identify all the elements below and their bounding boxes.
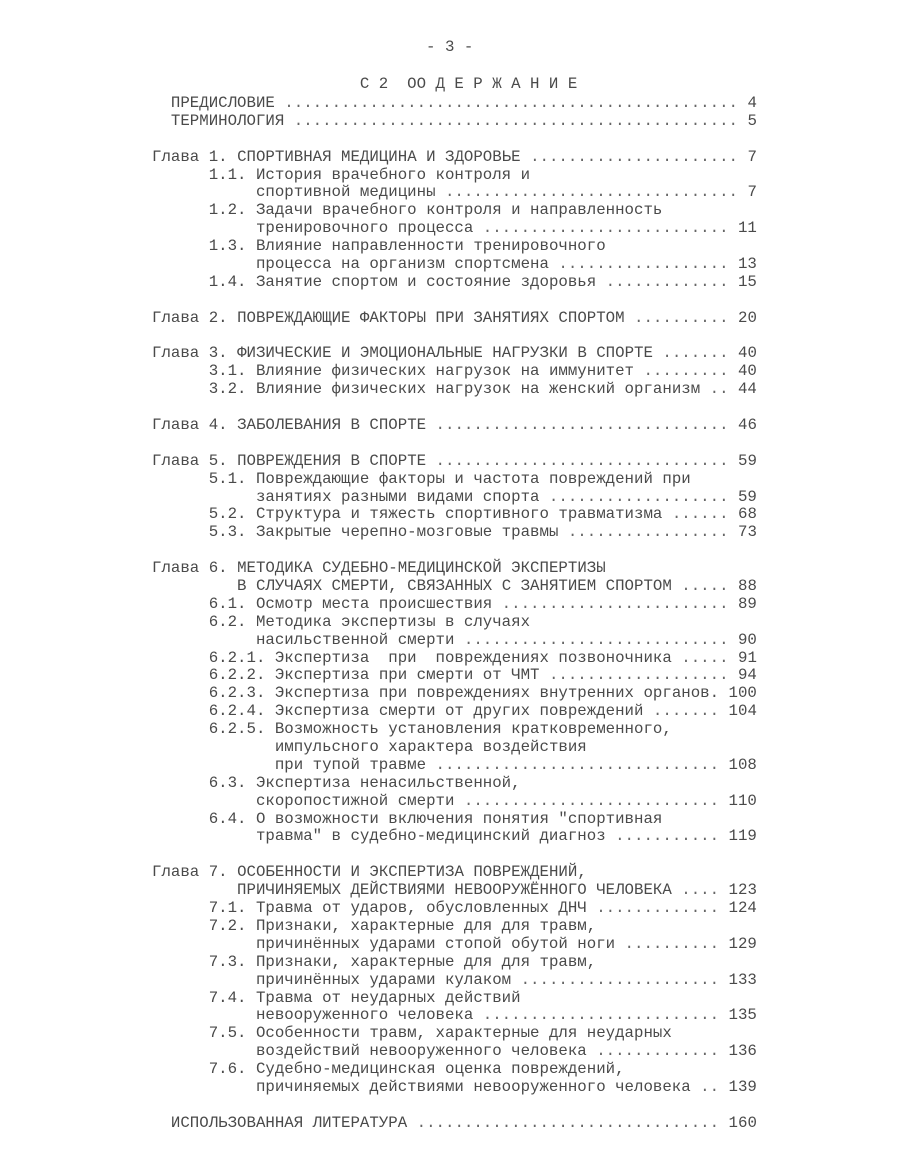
toc-entry-text: воздействий невооруженного человека [255, 1042, 587, 1061]
toc-entry [256, 1006, 757, 1024]
toc-entry-text: 5.3. Закрытые черепно-мозговые травмы [208, 523, 559, 542]
toc-entry-text: причинённых ударами стопой обутой ноги [255, 934, 616, 953]
toc-entry [209, 470, 691, 488]
toc-entry-text: импульсного характера воздействия [274, 738, 587, 757]
toc-entry [152, 452, 757, 470]
toc-page-number: 129 [728, 934, 757, 953]
toc-entry [209, 702, 757, 720]
toc-entry [209, 613, 530, 631]
toc-page-number: 7 [747, 147, 757, 166]
toc-page-number: 40 [737, 362, 757, 381]
toc-entry [152, 344, 757, 362]
toc-entry [209, 237, 606, 255]
toc-page-number: 136 [728, 1042, 757, 1061]
toc-entry [209, 684, 757, 702]
toc-entry-text: занятиях разными видами спорта [255, 487, 540, 506]
toc-entry [237, 577, 757, 595]
toc-page-number: 13 [737, 255, 757, 273]
toc-entry [256, 255, 757, 273]
dot-leader: ........................... [454, 791, 729, 810]
toc-entry [209, 917, 597, 935]
toc-entry-text: 7.2. Признаки, характерные для для травм, [208, 916, 597, 935]
dot-leader: ..................... [511, 970, 729, 989]
toc-entry-text: 6.1. Осмотр места происшествия [208, 594, 493, 613]
toc-page-number: 139 [728, 1077, 757, 1096]
toc-entry-text: процесса на организм спортсмена [255, 255, 549, 273]
toc-entry [209, 595, 757, 613]
toc-entry-text: 7.5. Особенности травм, характерные для неударных [208, 1024, 672, 1043]
toc-page-number: 91 [738, 648, 757, 667]
toc-entry [209, 166, 530, 184]
toc-entry-text: причинённых ударами кулаком [255, 970, 512, 989]
dot-leader: ................. [558, 523, 738, 542]
toc-entry-text: В СЛУЧАЯХ СМЕРТИ, СВЯЗАННЫХ С ЗАНЯТИЕМ СПОРТОМ [237, 577, 672, 596]
toc-page-number: 44 [737, 380, 757, 399]
toc-entry [256, 1042, 757, 1060]
toc-entry [256, 971, 757, 989]
toc-entry-text: 3.2. Влияние физических нагрузок на женский организм [208, 380, 701, 399]
toc-entry [209, 989, 521, 1007]
toc-entry [209, 774, 521, 792]
toc-page-number: 59 [737, 487, 757, 506]
toc-entry-text: 7.3. Признаки, характерные для для травм, [208, 952, 597, 971]
dot-leader: ............................... [426, 416, 739, 435]
toc-entry-text: 7.1. Травма от ударов, обусловленных ДНЧ [208, 899, 587, 918]
toc-entry [152, 559, 606, 577]
toc-entry-text: 6.2. Методика экспертизы в случаях [208, 612, 531, 631]
toc-entry-text: ТЕРМИНОЛОГИЯ [170, 111, 285, 130]
toc-entry [275, 738, 587, 756]
toc-entry [209, 649, 757, 667]
toc-entry [256, 183, 757, 201]
toc-page-number: 133 [728, 970, 757, 989]
toc-entry [256, 1078, 757, 1096]
toc-page-number: 11 [737, 219, 757, 238]
toc-page-number: 5 [747, 111, 757, 130]
dot-leader: ............. [586, 899, 729, 918]
dot-leader: ...... [662, 505, 738, 524]
toc-entry [152, 863, 587, 881]
toc-entry-text: тренировочного процесса [255, 219, 474, 238]
toc-entry [209, 899, 757, 917]
toc-entry-text: 7.6. Судебно-медицинская оценка повреждений, [208, 1060, 625, 1079]
toc-page-number: 59 [738, 451, 757, 470]
toc-entry-text: 6.4. О возможности включения понятия "спортивная [208, 809, 663, 828]
toc-entry-text: 6.2.3. Экспертиза при повреждениях внутренних органов. [208, 684, 720, 703]
toc-page-number: 119 [728, 827, 757, 846]
dot-leader: ......... [634, 362, 738, 381]
toc-entry-text: 6.2.5. Возможность установления кратковременного, [208, 720, 672, 739]
toc-entry-text: 6.2.4. Экспертиза смерти от других повреждений [208, 702, 644, 721]
toc-page-number: 88 [738, 577, 757, 596]
toc-page-number: 20 [738, 308, 757, 327]
dot-leader: ................................ [407, 1113, 729, 1132]
toc-entry-text: Глава 3. ФИЗИЧЕСКИЕ И ЭМОЦИОНАЛЬНЫЕ НАГРУЗКИ В СПОРТЕ [152, 344, 653, 363]
toc-entry-text: Глава 5. ПОВРЕЖДЕНИЯ В СПОРТЕ [152, 451, 427, 470]
page-number: - 3 - [426, 38, 474, 56]
toc-page-number: 46 [738, 416, 757, 435]
toc-page-number: 68 [738, 505, 757, 524]
toc-entry [171, 1114, 757, 1132]
toc-entry [152, 148, 757, 166]
toc-entry-text: 5.1. Повреждающие факторы и частота повреждений при [208, 469, 691, 488]
toc-page-number: 108 [728, 755, 757, 774]
toc-entry-text: 1.3. Влияние направленности тренировочного [208, 237, 606, 256]
toc-entry [171, 112, 757, 130]
toc-entry [209, 362, 757, 380]
toc-entry-text: при тупой травме [274, 755, 427, 774]
dot-leader: ...................... [520, 147, 748, 166]
toc-entry-text: причиняемых действиями невооруженного человека [255, 1077, 691, 1096]
toc-entry-text: Глава 6. МЕТОДИКА СУДЕБНО-МЕДИЦИНСКОЙ ЭКСПЕРТИЗЫ [152, 559, 606, 578]
dot-leader: ............................ [454, 630, 738, 649]
toc-page-number: 123 [728, 881, 757, 900]
dot-leader: ........... [605, 827, 729, 846]
toc-page-number: 90 [737, 630, 757, 649]
toc-page-number: 160 [728, 1113, 757, 1132]
toc-entry-text: невооруженного человека [255, 1006, 474, 1025]
toc-page-number: 110 [728, 791, 757, 810]
toc-entry-text: Глава 4. ЗАБОЛЕВАНИЯ В СПОРТЕ [152, 416, 427, 435]
dot-leader: ..... [671, 577, 738, 596]
toc-entry [209, 523, 757, 541]
dot-leader: .............................. [426, 755, 729, 774]
toc-page-number: 104 [728, 702, 757, 721]
toc-entry [209, 666, 757, 684]
toc-entry [256, 935, 757, 953]
toc-entry [171, 94, 757, 112]
dot-leader: ........................ [492, 594, 738, 613]
dot-leader: .. [690, 1077, 729, 1096]
dot-leader: .................. [548, 255, 738, 273]
toc-entry-text: 1.2. Задачи врачебного контроля и направленность [208, 201, 663, 220]
toc-entry-text: 1.4. Занятие спортом и состояние здоровья [208, 272, 597, 291]
toc-entry [256, 792, 757, 810]
toc-entry-text: ПРИЧИНЯЕМЫХ ДЕЙСТВИЯМИ НЕВООРУЖЁННОГО ЧЕЛОВЕКА [237, 881, 672, 900]
dot-leader: ................... [539, 666, 738, 685]
toc-page-number: 100 [728, 684, 757, 703]
toc-title: С 2 ОО Д Е Р Ж А Н И Е [359, 75, 578, 93]
toc-entry [256, 827, 757, 845]
toc-page-number: 7 [747, 183, 757, 202]
toc-entry [209, 505, 757, 523]
dot-leader: ............. [596, 272, 738, 291]
toc-entry [209, 1024, 672, 1042]
toc-entry-text: ПРЕДИСЛОВИЕ [170, 94, 275, 112]
toc-entry-text: ИСПОЛЬЗОВАННАЯ ЛИТЕРАТУРА [170, 1113, 408, 1132]
toc-entry-text: Глава 2. ПОВРЕЖДАЮЩИЕ ФАКТОРЫ ПРИ ЗАНЯТИЯХ СПОРТОМ [152, 308, 625, 327]
toc-entry [209, 380, 757, 398]
dot-leader: ............................... [426, 451, 739, 470]
toc-page-number: 40 [738, 344, 757, 363]
toc-entry-text: 3.1. Влияние физических нагрузок на иммунитет [208, 362, 635, 381]
dot-leader: .......... [615, 934, 729, 953]
dot-leader: ............................... [435, 183, 748, 202]
toc-entry [152, 416, 757, 434]
toc-entry [209, 273, 757, 291]
dot-leader: .. [700, 380, 738, 399]
toc-entry-text: 6.3. Экспертиза ненасильственной, [208, 773, 521, 792]
dot-leader [719, 684, 728, 702]
toc-entry [256, 219, 757, 237]
toc-entry [209, 953, 597, 971]
toc-entry [209, 810, 663, 828]
toc-entry [209, 201, 663, 219]
dot-leader: ............................................... [284, 111, 748, 130]
dot-leader: ............. [586, 1042, 729, 1061]
toc-entry-text: 7.4. Травма от неударных действий [208, 988, 521, 1007]
toc-entry-text: 5.2. Структура и тяжесть спортивного травматизма [208, 505, 663, 524]
toc-entry-text: 6.2.1. Экспертиза при повреждениях позвоночника [208, 648, 672, 667]
toc-entry [152, 309, 757, 327]
toc-entry [209, 1060, 625, 1078]
toc-entry-text: травма" в судебно-медицинский диагноз [255, 827, 606, 846]
toc-entry-text: Глава 1. СПОРТИВНАЯ МЕДИЦИНА И ЗДОРОВЬЕ [152, 147, 521, 166]
toc-entry [256, 631, 757, 649]
toc-page-number: 89 [737, 594, 757, 613]
toc-page-number: 73 [738, 523, 757, 542]
dot-leader: ..... [671, 648, 738, 667]
toc-entry [237, 881, 757, 899]
toc-entry [209, 720, 672, 738]
toc-page-number: 4 [747, 94, 757, 112]
dot-leader: ......................... [473, 1006, 729, 1025]
dot-leader: ....... [652, 344, 739, 363]
toc-entry-text: спортивной медицины [255, 183, 436, 202]
toc-page-number: 15 [737, 272, 757, 291]
dot-leader: ................................................ [274, 94, 748, 112]
dot-leader: ................... [539, 487, 738, 506]
toc-entry-text: 1.1. История врачебного контроля и [208, 165, 531, 184]
toc-page-number: 94 [737, 666, 757, 685]
toc-entry-text: насильственной смерти [255, 630, 455, 649]
dot-leader: ....... [643, 702, 729, 721]
toc-entry [256, 488, 757, 506]
dot-leader: .... [671, 881, 729, 900]
toc-entry-text: скоропостижной смерти [255, 791, 455, 810]
toc-entry-text: 6.2.2. Экспертиза при смерти от ЧМТ [208, 666, 540, 685]
toc-entry [275, 756, 757, 774]
toc-entry-text: Глава 7. ОСОБЕННОСТИ И ЭКСПЕРТИЗА ПОВРЕЖДЕНИЙ, [152, 863, 587, 882]
toc-page-number: 124 [728, 899, 757, 918]
dot-leader: .......... [624, 308, 738, 327]
dot-leader: .......................... [473, 219, 738, 238]
toc-page-number: 135 [728, 1006, 757, 1025]
